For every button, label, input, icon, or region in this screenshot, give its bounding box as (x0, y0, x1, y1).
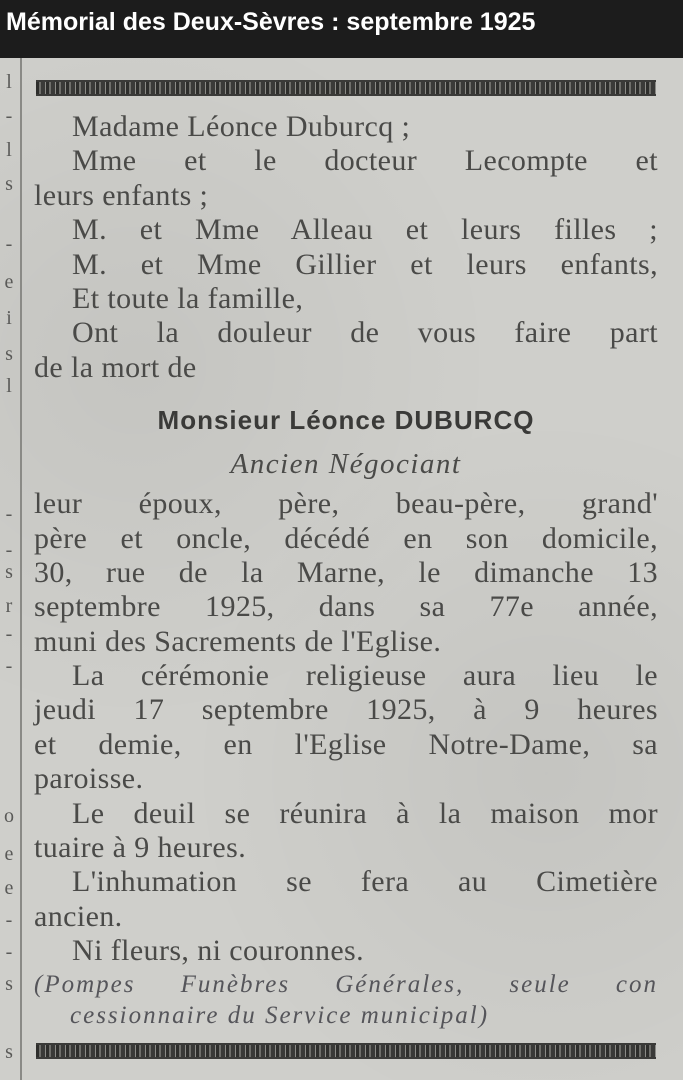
margin-glyph: s (5, 561, 13, 583)
notice-line: M. et Mme Alleau et leurs filles ; (72, 213, 658, 247)
notice-line: Et toute la famille, (72, 281, 304, 315)
notice-line: Mme et le docteur Lecompte et (72, 144, 658, 178)
notice-line: septembre 1925, dans sa 77e année, (34, 590, 658, 624)
page-title: Mémorial des Deux-Sèvres : septembre 1925 (0, 0, 683, 58)
adjacent-column-margin (0, 58, 22, 1080)
margin-glyph: - (5, 105, 13, 127)
notice-line: père et oncle, décédé en son domicile, (34, 521, 658, 555)
newspaper-clipping (0, 58, 683, 1080)
notice-line: et demie, en l'Eglise Notre-Dame, sa (34, 727, 658, 761)
notice-line: 30, rue de la Marne, le dimanche 13 (34, 555, 658, 589)
notice-line: tuaire à 9 heures. (34, 831, 247, 865)
margin-glyph: - (5, 623, 13, 645)
notice-line: paroisse. (34, 762, 144, 796)
obituary-notice (34, 110, 658, 1031)
margin-glyph: e (4, 271, 14, 293)
notice-line: Madame Léonce Duburcq ; (72, 110, 411, 143)
notice-line: Ont la douleur de vous faire part (72, 316, 658, 350)
margin-glyph: - (5, 909, 13, 931)
margin-glyph: l (6, 375, 12, 397)
notice-line: leur époux, père, beau-père, grand' (34, 487, 658, 521)
margin-glyph: - (5, 941, 13, 963)
bottom-decorative-rule (36, 1043, 656, 1059)
margin-glyph: l (6, 71, 12, 93)
margin-glyph: - (5, 539, 13, 561)
margin-glyph: - (5, 233, 13, 255)
margin-glyph: - (5, 503, 13, 525)
margin-glyph: s (5, 1041, 13, 1063)
deceased-name: Monsieur Léonce DUBURCQ (157, 405, 535, 436)
notice-line: L'inhumation se fera au Cimetière (72, 865, 658, 899)
margin-glyph: l (6, 139, 12, 161)
notice-line: leurs enfants ; (34, 178, 209, 212)
notice-line: jeudi 17 septembre 1925, à 9 heures (34, 693, 658, 727)
margin-glyph: o (4, 805, 14, 827)
deceased-title: Ancien Négociant (230, 448, 462, 481)
margin-glyph: e (4, 843, 14, 865)
margin-glyph: e (4, 877, 14, 899)
margin-glyph: s (5, 343, 13, 365)
margin-glyph: s (5, 173, 13, 195)
top-decorative-rule (36, 80, 656, 96)
notice-line: M. et Mme Gillier et leurs enfants, (72, 247, 658, 281)
notice-line: muni des Sacrements de l'Eglise. (34, 624, 442, 658)
margin-glyph: r (5, 595, 13, 617)
funeral-home-credit: (Pompes Funèbres Générales, seule con (34, 970, 658, 998)
funeral-home-credit: cessionnaire du Service municipal) (70, 1001, 490, 1029)
margin-glyph: - (5, 655, 13, 677)
notice-line: La cérémonie religieuse aura lieu le (72, 659, 658, 693)
notice-line: ancien. (34, 899, 123, 933)
margin-glyph: s (5, 973, 13, 995)
notice-line: Le deuil se réunira à la maison mor (72, 796, 658, 830)
notice-line: Ni fleurs, ni couronnes. (72, 934, 365, 968)
notice-line: de la mort de (34, 350, 197, 384)
margin-glyph: i (6, 307, 12, 329)
